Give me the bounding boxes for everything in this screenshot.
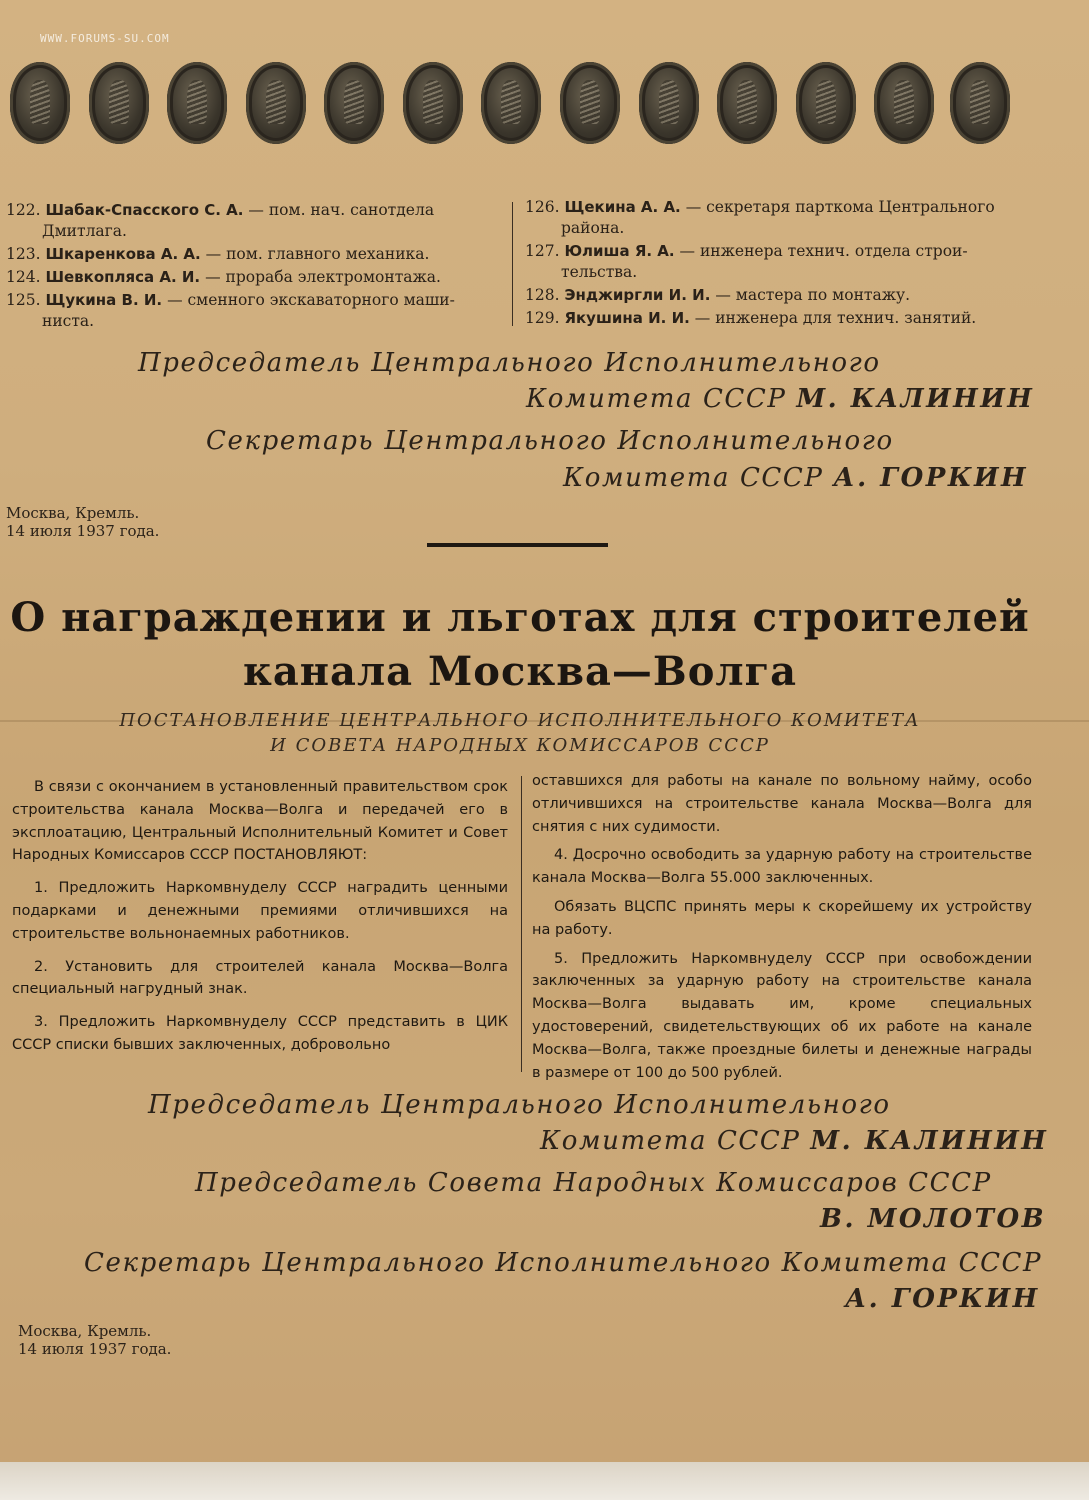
badge-icon: [89, 62, 149, 144]
badge-icon: [950, 62, 1010, 144]
signature-line: Председатель Центрального Исполнительного: [138, 348, 881, 378]
list-item: 126. Щекина А. А. — секретаря парткома Центрального района.: [525, 198, 995, 237]
subtitle-line2: И СОВЕТА НАРОДНЫХ КОМИССАРОВ СССР: [270, 735, 770, 756]
paragraph: 3. Предложить Наркомвнуделу СССР представить в ЦИК СССР списки бывших заключенных, добровольно: [12, 1014, 508, 1053]
badge-icon: [796, 62, 856, 144]
section-divider: [427, 543, 608, 547]
page-title-line2: канала Москва—Волга: [242, 648, 798, 695]
signatory-name: М. КАЛИНИН: [810, 1126, 1049, 1156]
list-item: 127. Юлиша Я. А. — инженера технич. отдела строи- тельства.: [525, 242, 968, 281]
medal-row: [10, 62, 1010, 152]
award-list-right: [525, 197, 1025, 331]
watermark: WWW.FORUMS-SU.COM: [40, 32, 170, 45]
signatory-name: В. МОЛОТОВ: [820, 1204, 1047, 1234]
badge-icon: [246, 62, 306, 144]
decree-column-right: [532, 770, 1032, 1084]
signature-line: Председатель Центрального Исполнительного: [148, 1090, 891, 1120]
signature-line: Комитета СССР М. КАЛИНИН: [526, 384, 1035, 414]
badge-icon: [717, 62, 777, 144]
badge-icon: [10, 62, 70, 144]
signature-line: Комитета СССР М. КАЛИНИН: [540, 1126, 1049, 1156]
column-divider: [512, 202, 513, 326]
list-item: 129. Якушина И. И. — инженера для технич. занятий.: [525, 309, 977, 327]
signature-line: Председатель Совета Народных Комиссаров СССР: [195, 1168, 992, 1198]
badge-icon: [874, 62, 934, 144]
page-title: О награждении и льготах для строителей: [10, 594, 1030, 641]
badge-icon: [324, 62, 384, 144]
badge-icon: [403, 62, 463, 144]
signature-line: [820, 1204, 1046, 1234]
signatory-name: А. ГОРКИН: [845, 1284, 1040, 1314]
signature-line: Секретарь Центрального Исполнительного: [206, 426, 894, 456]
badge-icon: [481, 62, 541, 144]
paragraph: 5. Предложить Наркомвнуделу СССР при освобождении заключенных за ударную работу на строительстве канала Москва—Волга выдавать им, кроме специальных удостоверений, свидетельствующих об их работе на канале Москва—Волга, также проездные билеты и денежные награды в размере от 100 до 500 рублей.: [532, 950, 1032, 1081]
paragraph: 1. Предложить Наркомвнуделу СССР наградить ценными подарками и денежными премиями отличившихся на строительстве вольнонаемных работников.: [12, 880, 508, 942]
badge-icon: [560, 62, 620, 144]
paragraph: оставшихся для работы на канале по вольному найму, особо отличившихся на строительстве канала Москва—Волга для снятия с них судимости.: [532, 773, 1032, 835]
list-item: 128. Энджиргли И. И. — мастера по монтажу.: [525, 286, 911, 304]
signature-line: Секретарь Центрального Исполнительного Комитета СССР: [84, 1248, 1043, 1278]
badge-icon: [639, 62, 699, 144]
decree-column-left: [12, 776, 508, 1057]
column-divider: [521, 776, 522, 1072]
list-item: 124. Шевкопляса А. И. — прораба электромонтажа.: [6, 268, 441, 286]
list-item: 123. Шкаренкова А. А. — пом. главного механика.: [6, 245, 430, 263]
signature-line: Комитета СССР А. ГОРКИН: [563, 463, 1029, 493]
paragraph: 2. Установить для строителей канала Москва—Волга специальный нагрудный знак.: [12, 958, 508, 998]
list-item: 125. Щукина В. И. — сменного экскаваторного маши- ниста.: [6, 291, 455, 330]
place-date: Москва, Кремль. 14 июля 1937 года.: [6, 504, 160, 540]
list-item: 122. Шабак-Спасского С. А. — пом. нач. санотдела Дмитлага.: [6, 201, 435, 240]
place-date: Москва, Кремль. 14 июля 1937 года.: [18, 1322, 172, 1358]
paragraph: В связи с окончанием в установленный правительством срок строительства канала Москва—Волга и передачей его в эксплоатацию, Центральный Исполнительный Комитет и Совет Народных Комиссаров СССР ПОСТАНОВЛЯЮТ:: [12, 779, 508, 864]
paragraph: Обязать ВЦСПС принять меры к скорейшему их устройству на работу.: [532, 898, 1032, 938]
signature-line: [845, 1284, 1040, 1314]
signatory-name: А. ГОРКИН: [833, 463, 1029, 493]
badge-icon: [167, 62, 227, 144]
signatory-name: М. КАЛИНИН: [796, 384, 1035, 414]
award-list-left: [6, 200, 498, 334]
subtitle: ПОСТАНОВЛЕНИЕ ЦЕНТРАЛЬНОГО ИСПОЛНИТЕЛЬНОГО КОМИТЕТА: [119, 710, 921, 731]
paragraph: 4. Досрочно освободить за ударную работу на строительстве канала Москва—Волга 55.000 заключенных.: [532, 847, 1032, 887]
